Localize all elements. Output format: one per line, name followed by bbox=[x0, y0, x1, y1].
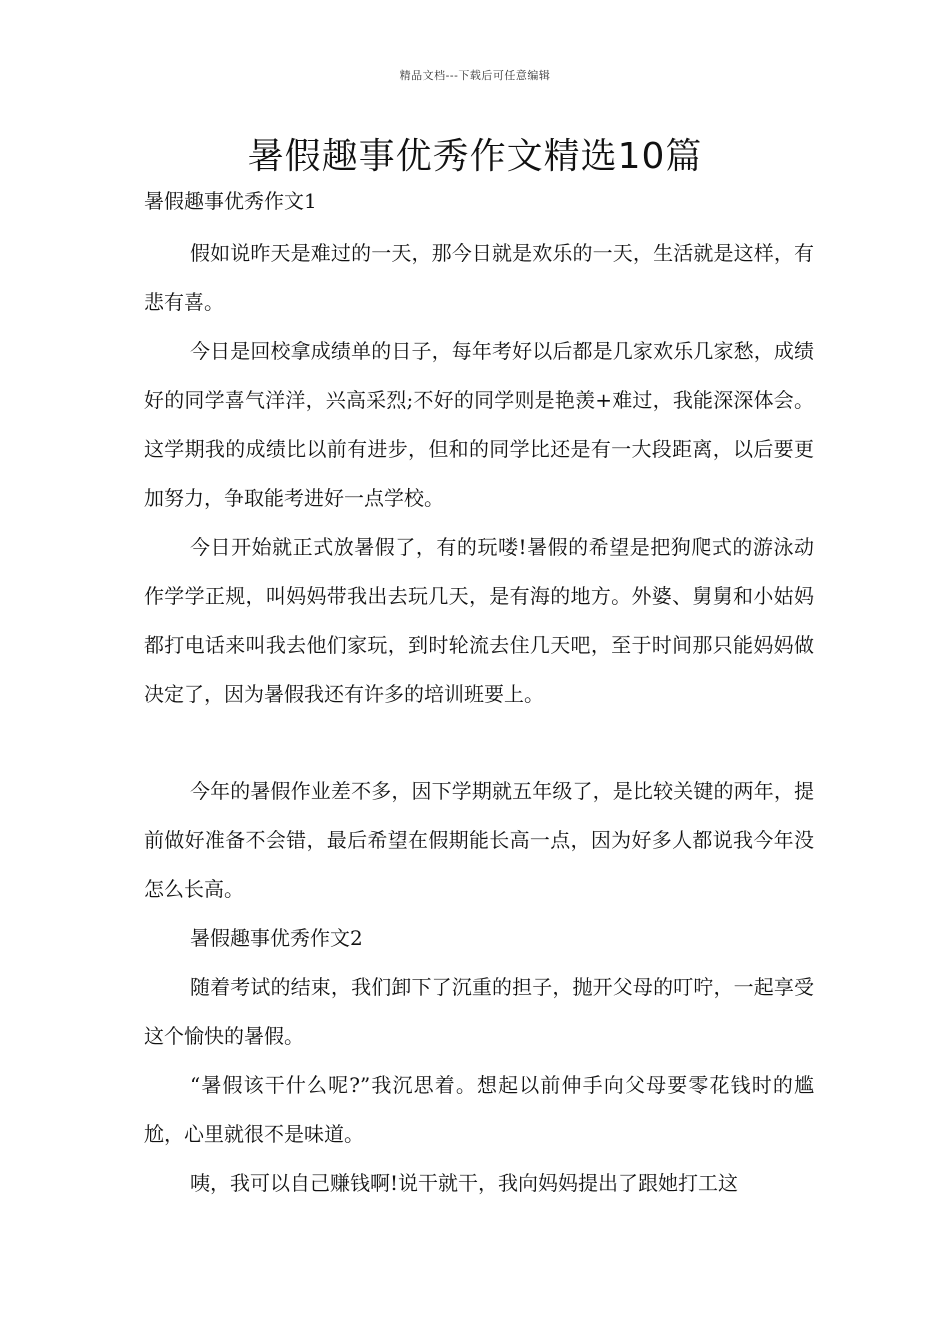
section-heading-2: 暑假趣事优秀作文2 bbox=[190, 926, 363, 950]
document-body bbox=[144, 180, 814, 1208]
document-title: 暑假趣事优秀作文精选10篇 bbox=[247, 136, 703, 177]
paragraph: 今年的暑假作业差不多，因下学期就五年级了，是比较关键的两年，提前做好准备不会错，最后希望在假期能长高一点，因为好多人都说我今年没怎么长高。 bbox=[144, 779, 814, 901]
paragraph: 假如说昨天是难过的一天，那今日就是欢乐的一天，生活就是这样，有悲有喜。 bbox=[144, 241, 814, 314]
paragraph: 今日是回校拿成绩单的日子，每年考好以后都是几家欢乐几家愁，成绩好的同学喜气洋洋，兴高采烈;不好的同学则是艳羡+难过，我能深深体会。这学期我的成绩比以前有进步，但和的同学比还是有一大段距离，以后要更加努力，争取能考进好一点学校。 bbox=[144, 339, 814, 510]
paragraph: 咦，我可以自己赚钱啊!说干就干，我向妈妈提出了跟她打工这 bbox=[190, 1171, 739, 1195]
section-heading-1: 暑假趣事优秀作文1 bbox=[144, 189, 317, 213]
paragraph: 随着考试的结束，我们卸下了沉重的担子，抛开父母的叮咛，一起享受这个愉快的暑假。 bbox=[144, 975, 814, 1048]
page-header: 精品文档---下载后可任意编辑 bbox=[399, 69, 551, 82]
paragraph: “暑假该干什么呢?”我沉思着。想起以前伸手向父母要零花钱时的尴尬，心里就很不是味道。 bbox=[144, 1073, 814, 1146]
paragraph: 今日开始就正式放暑假了，有的玩喽!暑假的希望是把狗爬式的游泳动作学学正规，叫妈妈带我出去玩几天，是有海的地方。外婆、舅舅和小姑妈都打电话来叫我去他们家玩，到时轮流去住几天吧，至于时间那只能妈妈做决定了，因为暑假我还有许多的培训班要上。 bbox=[144, 535, 814, 706]
